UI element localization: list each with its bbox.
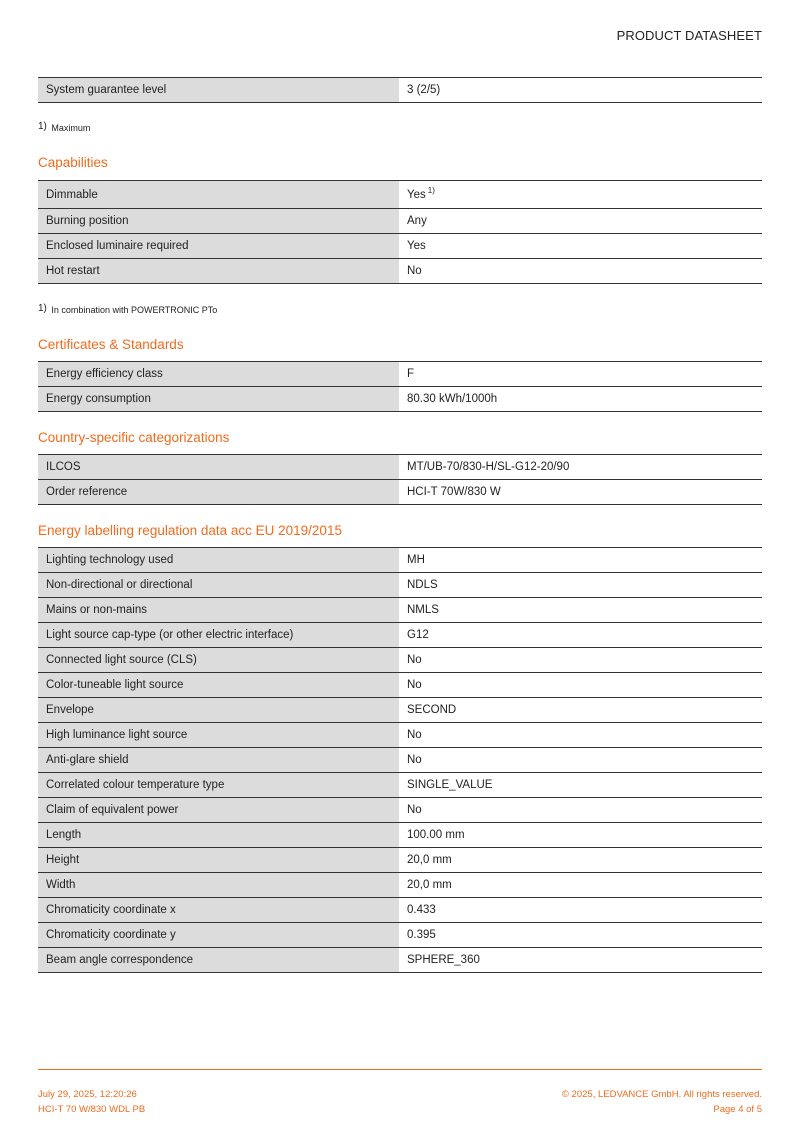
row-label: Beam angle correspondence [38, 948, 399, 972]
table-row [38, 234, 762, 259]
row-value: F [399, 362, 762, 386]
row-label: Order reference [38, 480, 399, 504]
row-value: No [399, 673, 762, 697]
capabilities-table [38, 180, 762, 284]
row-value: MT/UB-70/830-H/SL-G12-20/90 [399, 455, 762, 479]
table-row [38, 648, 762, 673]
row-label: Height [38, 848, 399, 872]
footnote-marker: 1) [427, 186, 435, 195]
row-value: Any [399, 209, 762, 233]
row-value: SINGLE_VALUE [399, 773, 762, 797]
row-label: High luminance light source [38, 723, 399, 747]
row-label: Dimmable [38, 181, 399, 208]
row-label: Lighting technology used [38, 548, 399, 572]
table-row [38, 78, 762, 103]
footnote-text: In combination with POWERTRONIC PTo [51, 305, 218, 315]
table-row [38, 209, 762, 234]
row-label: Hot restart [38, 259, 399, 283]
row-value: MH [399, 548, 762, 572]
row-label: ILCOS [38, 455, 399, 479]
table-row [38, 181, 762, 209]
footnote-number: 1) [38, 121, 47, 132]
footnote-powertronic [38, 305, 217, 316]
footer-divider [38, 1069, 762, 1070]
table-row [38, 823, 762, 848]
energy-labelling-table [38, 547, 762, 973]
row-value: SPHERE_360 [399, 948, 762, 972]
row-label: Non-directional or directional [38, 573, 399, 597]
section-title-energy-labelling: Energy labelling regulation data acc EU 2019/2015 [38, 523, 342, 538]
table-row [38, 848, 762, 873]
row-value: 80.30 kWh/1000h [399, 387, 762, 411]
certificates-table [38, 361, 762, 412]
row-value: 20,0 mm [399, 873, 762, 897]
row-value: 3 (2/5) [399, 78, 762, 102]
section-title-certificates: Certificates & Standards [38, 337, 184, 352]
row-value: HCI-T 70W/830 W [399, 480, 762, 504]
footer-copyright: © 2025, LEDVANCE GmbH. All rights reserved. [561, 1089, 762, 1100]
table-row [38, 455, 762, 480]
table-row [38, 748, 762, 773]
table-row [38, 548, 762, 573]
table-row [38, 573, 762, 598]
section-title-capabilities: Capabilities [38, 155, 108, 170]
row-label: Chromaticity coordinate y [38, 923, 399, 947]
row-label: System guarantee level [38, 78, 399, 102]
row-value: No [399, 259, 762, 283]
row-label: Length [38, 823, 399, 847]
table-row [38, 623, 762, 648]
row-value: 0.433 [399, 898, 762, 922]
row-label: Anti-glare shield [38, 748, 399, 772]
row-value: NMLS [399, 598, 762, 622]
row-label: Correlated colour temperature type [38, 773, 399, 797]
row-label: Enclosed luminaire required [38, 234, 399, 258]
footer-date: July 29, 2025, 12:20:26 [38, 1089, 137, 1100]
table-row [38, 673, 762, 698]
row-value: 0.395 [399, 923, 762, 947]
table-row [38, 698, 762, 723]
table-row [38, 723, 762, 748]
row-label: Chromaticity coordinate x [38, 898, 399, 922]
section-title-country: Country-specific categorizations [38, 430, 230, 445]
row-label: Energy efficiency class [38, 362, 399, 386]
row-value [399, 181, 762, 208]
footnote-text: Maximum [51, 123, 91, 133]
row-value: G12 [399, 623, 762, 647]
table-row [38, 948, 762, 973]
footnote-number: 1) [38, 303, 47, 314]
row-value: SECOND [399, 698, 762, 722]
row-value-text: Yes [407, 188, 426, 201]
row-label: Burning position [38, 209, 399, 233]
footer-product-name: HCI-T 70 W/830 WDL PB [38, 1104, 146, 1115]
table-row [38, 898, 762, 923]
guarantee-table [38, 77, 762, 103]
row-label: Mains or non-mains [38, 598, 399, 622]
row-value: No [399, 798, 762, 822]
row-label: Color-tuneable light source [38, 673, 399, 697]
row-label: Claim of equivalent power [38, 798, 399, 822]
row-label: Envelope [38, 698, 399, 722]
table-row [38, 259, 762, 284]
row-value: Yes [399, 234, 762, 258]
footnote-maximum [38, 123, 90, 134]
row-value: No [399, 723, 762, 747]
row-label: Light source cap-type (or other electric interface) [38, 623, 399, 647]
table-row [38, 387, 762, 412]
row-label: Width [38, 873, 399, 897]
table-row [38, 873, 762, 898]
page-header-title: PRODUCT DATASHEET [616, 28, 762, 43]
row-label: Connected light source (CLS) [38, 648, 399, 672]
table-row [38, 598, 762, 623]
row-value: No [399, 748, 762, 772]
footer-page-number: Page 4 of 5 [713, 1104, 762, 1115]
table-row [38, 480, 762, 505]
row-value: No [399, 648, 762, 672]
table-row [38, 798, 762, 823]
table-row [38, 773, 762, 798]
row-label: Energy consumption [38, 387, 399, 411]
table-row [38, 923, 762, 948]
row-value: 100.00 mm [399, 823, 762, 847]
country-table [38, 454, 762, 505]
row-value: 20,0 mm [399, 848, 762, 872]
row-value: NDLS [399, 573, 762, 597]
table-row [38, 362, 762, 387]
